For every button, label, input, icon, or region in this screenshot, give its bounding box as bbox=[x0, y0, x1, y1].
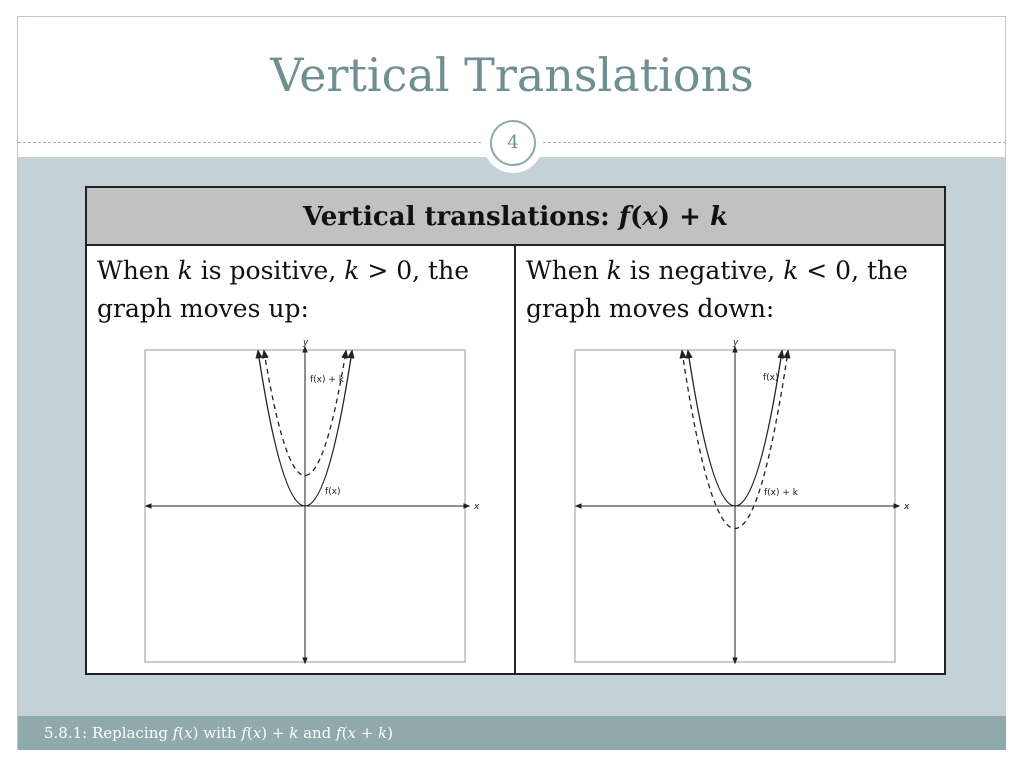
text-run: ) with bbox=[192, 724, 242, 742]
negative-k-cell bbox=[516, 246, 944, 675]
text-run: + bbox=[355, 724, 379, 742]
k-variable: k bbox=[783, 256, 799, 285]
text-run: When bbox=[97, 256, 178, 285]
text-run: ( bbox=[178, 724, 185, 742]
y-axis-label: y bbox=[733, 338, 739, 348]
header-prefix: Vertical translations: bbox=[303, 202, 619, 232]
f-variable: f bbox=[336, 724, 342, 742]
k-variable: k bbox=[344, 256, 360, 285]
slide-number: 4 bbox=[490, 120, 536, 166]
translations-table bbox=[85, 186, 946, 675]
x-axis-label: x bbox=[474, 502, 480, 512]
x-variable: x bbox=[347, 724, 356, 742]
text-run: and bbox=[298, 724, 337, 742]
footer-bar bbox=[18, 716, 1006, 750]
y-axis-label: y bbox=[303, 338, 309, 348]
k-variable: k bbox=[177, 256, 193, 285]
text-run: is positive, bbox=[192, 256, 345, 285]
k-variable: k bbox=[289, 724, 299, 742]
header-close: ) + bbox=[657, 202, 710, 232]
text-run: ) + bbox=[261, 724, 290, 742]
f-variable: f bbox=[172, 724, 179, 742]
text-run: ( bbox=[341, 724, 348, 742]
header-k: k bbox=[709, 202, 728, 232]
slide-title: Vertical Translations bbox=[270, 48, 754, 102]
text-run: > 0, the graph moves up: bbox=[97, 256, 469, 323]
slide-number-badge bbox=[483, 113, 543, 173]
header-x: x bbox=[642, 202, 658, 232]
header-f: f bbox=[618, 202, 630, 232]
footer-lesson-title bbox=[44, 716, 393, 750]
x-variable: x bbox=[252, 724, 262, 742]
text-run: < 0, the graph moves down: bbox=[526, 256, 908, 323]
dashed-curve-label: f(x) + k bbox=[764, 488, 798, 498]
downward-translation-graph bbox=[516, 246, 944, 675]
solid-curve-label: f(x) bbox=[763, 373, 779, 383]
upward-translation-graph bbox=[87, 246, 516, 675]
text-run: When bbox=[526, 256, 607, 285]
text-run: is negative, bbox=[621, 256, 784, 285]
x-axis-label: x bbox=[904, 502, 910, 512]
text-run: ( bbox=[246, 724, 253, 742]
positive-k-cell bbox=[87, 246, 516, 675]
solid-curve-label: f(x) bbox=[325, 487, 341, 497]
text-run: ) bbox=[387, 724, 393, 742]
k-variable: k bbox=[606, 256, 622, 285]
table-header bbox=[87, 188, 944, 246]
header-open: ( bbox=[629, 202, 643, 232]
x-variable: x bbox=[184, 724, 193, 742]
k-variable: k bbox=[378, 724, 388, 742]
dashed-curve-label: f(x) + k bbox=[310, 375, 344, 385]
f-variable: f bbox=[241, 724, 247, 742]
text-run: 5.8.1: Replacing bbox=[44, 724, 173, 742]
